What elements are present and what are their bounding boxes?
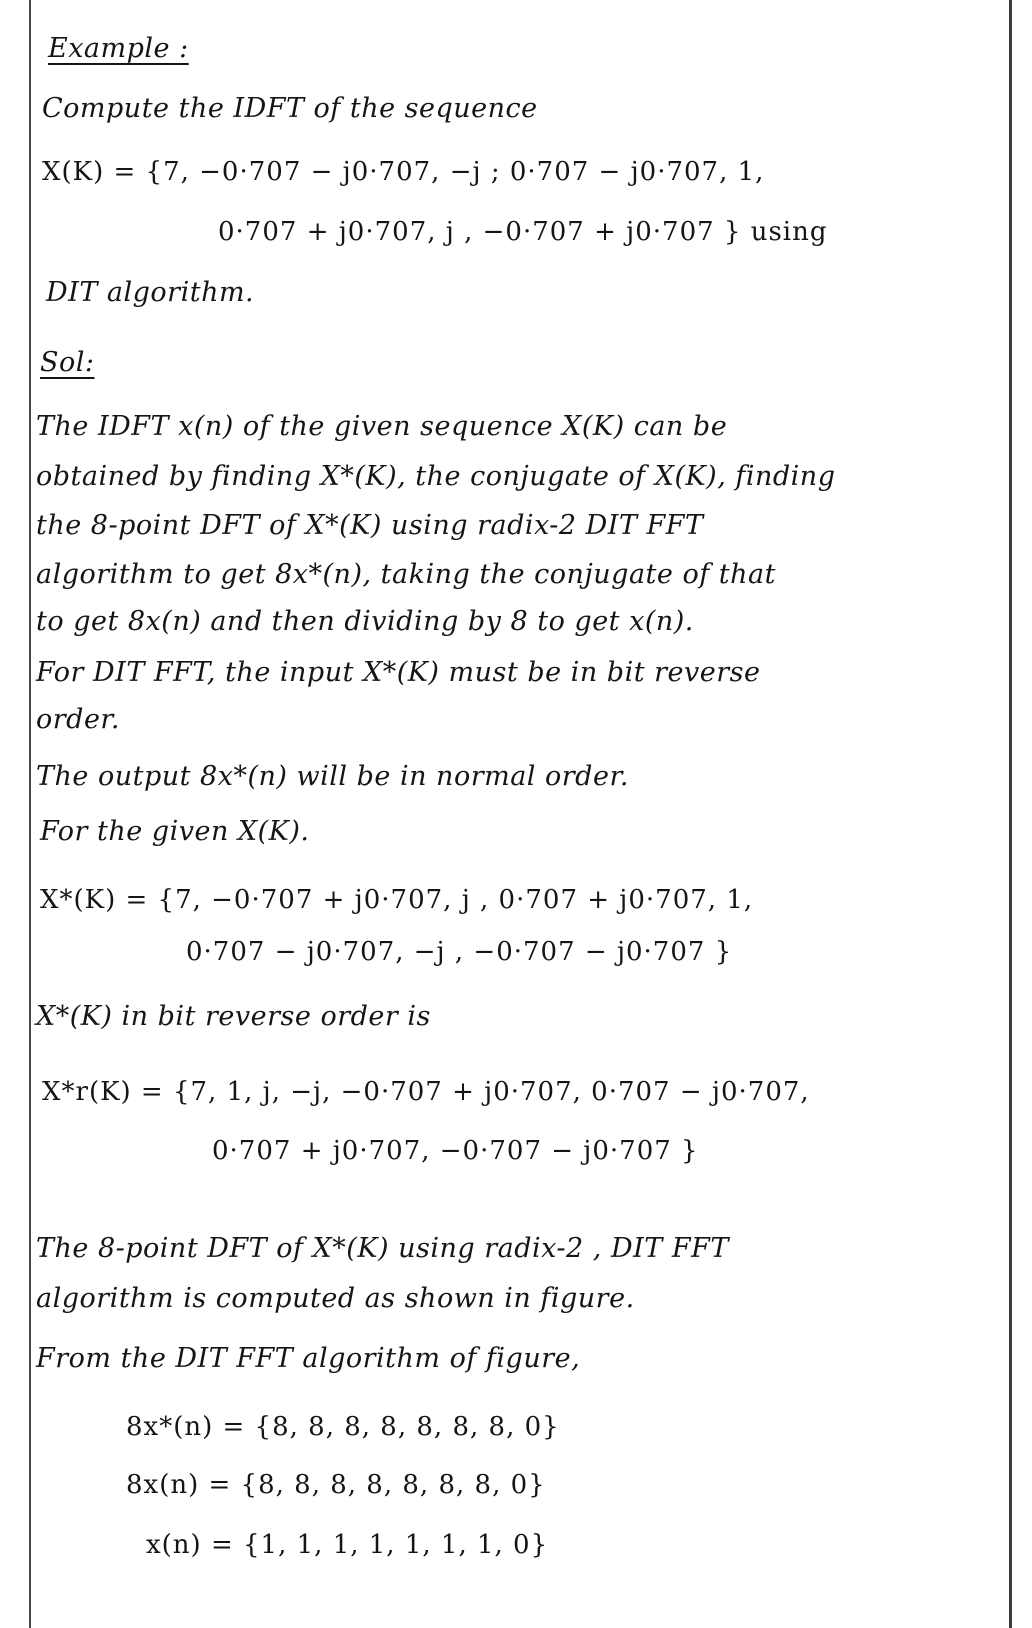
problem-line-4: DIT algorithm. xyxy=(46,277,255,308)
margin-line xyxy=(29,0,31,1628)
solution-line-4: algorithm to get 8x*(n), taking the conjugate of that xyxy=(36,559,776,590)
example-heading: Example : xyxy=(48,33,189,64)
solution-line-6: For DIT FFT, the input X*(K) must be in bit reverse xyxy=(36,657,761,688)
bit-reverse-line-1: X*r(K) = {7, 1, j, −j, −0·707 + j0·707, 0·707 − j0·707, xyxy=(42,1077,810,1107)
result-line-3: x(n) = {1, 1, 1, 1, 1, 1, 1, 0} xyxy=(146,1530,549,1560)
result-line-1: 8x*(n) = {8, 8, 8, 8, 8, 8, 8, 0} xyxy=(126,1412,560,1442)
bit-reverse-label: X*(K) in bit reverse order is xyxy=(36,1001,431,1032)
solution-line-2: obtained by finding X*(K), the conjugate of X(K), finding xyxy=(36,461,836,492)
solution-label: Sol: xyxy=(40,347,95,378)
solution-line-3: the 8-point DFT of X*(K) using radix-2 DIT FFT xyxy=(36,510,704,541)
solution-line-7: order. xyxy=(36,704,120,735)
solution-line-5: to get 8x(n) and then dividing by 8 to get x(n). xyxy=(36,606,694,637)
problem-line-3: 0·707 + j0·707, j , −0·707 + j0·707 } using xyxy=(218,217,828,247)
conjugate-line-2: 0·707 − j0·707, −j , −0·707 − j0·707 } xyxy=(186,937,733,967)
bit-reverse-line-2: 0·707 + j0·707, −0·707 − j0·707 } xyxy=(212,1136,699,1166)
fft-line-2: algorithm is computed as shown in figure. xyxy=(36,1283,635,1314)
problem-line-2: X(K) = {7, −0·707 − j0·707, −j ; 0·707 − j0·707, 1, xyxy=(42,157,765,187)
conjugate-line-1: X*(K) = {7, −0·707 + j0·707, j , 0·707 + j0·707, 1, xyxy=(40,885,754,915)
problem-line-1: Compute the IDFT of the sequence xyxy=(42,93,538,124)
solution-line-9: For the given X(K). xyxy=(40,816,310,847)
fft-line-3: From the DIT FFT algorithm of figure, xyxy=(36,1343,581,1374)
solution-line-8: The output 8x*(n) will be in normal order. xyxy=(36,761,629,792)
page-edge xyxy=(1009,0,1012,1628)
fft-line-1: The 8-point DFT of X*(K) using radix-2 , DIT FFT xyxy=(36,1233,729,1264)
solution-line-1: The IDFT x(n) of the given sequence X(K) can be xyxy=(36,411,728,442)
result-line-2: 8x(n) = {8, 8, 8, 8, 8, 8, 8, 0} xyxy=(126,1470,546,1500)
